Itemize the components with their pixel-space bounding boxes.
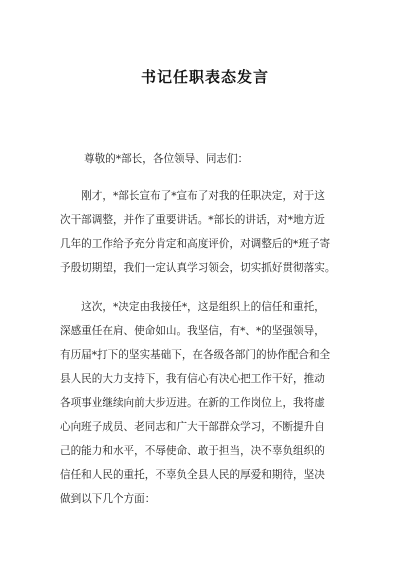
- paragraph-1-line: 刚才，*部长宣布了*宣布了对我的任职决定，对于这: [60, 190, 325, 202]
- paragraph-2-line: 各项事业继续向前大步迈进。在新的工作岗位上，我将虚: [60, 397, 325, 409]
- document-title: 书记任职表态发言: [140, 68, 269, 86]
- paragraph-2-line: 心向班子成员、老同志和广大干部群众学习，不断提升自: [60, 421, 325, 433]
- paragraph-2-line: 县人民的大力支持下，我有信心有决心把工作干好，推动: [60, 373, 325, 385]
- paragraph-2-line: 有历届*打下的坚实基础下，在各级各部门的协作配合和全: [60, 349, 331, 361]
- paragraph-2-line: 深感重任在肩、使命如山。我坚信，有*、*的坚强领导，: [60, 325, 325, 337]
- paragraph-1: [60, 184, 352, 280]
- paragraph-2-line: 做到以下几个方面：: [60, 493, 156, 505]
- paragraph-2-line: 信任和人民的重托，不辜负全县人民的厚爱和期待，坚决: [60, 469, 325, 481]
- paragraph-2-line: 己的能力和水平，不辱使命、敢于担当，决不辜负组织的: [60, 445, 325, 457]
- paragraph-2-line: 这次，*决定由我接任*，这是组织上的信任和重托，: [60, 301, 325, 313]
- paragraph-1-line: 予殷切期望，我们一定认真学习领会，切实抓好贯彻落实。: [60, 262, 336, 274]
- paragraph-1-line: 几年的工作给予充分肯定和高度评价，对调整后的*班子寄: [60, 238, 331, 250]
- greeting-line: 尊敬的*部长，各位领导、同志们：: [84, 153, 249, 165]
- paragraph-1-line: 次干部调整，并作了重要讲话。*部长的讲话，对*地方近: [60, 214, 325, 226]
- paragraph-2: [60, 295, 352, 511]
